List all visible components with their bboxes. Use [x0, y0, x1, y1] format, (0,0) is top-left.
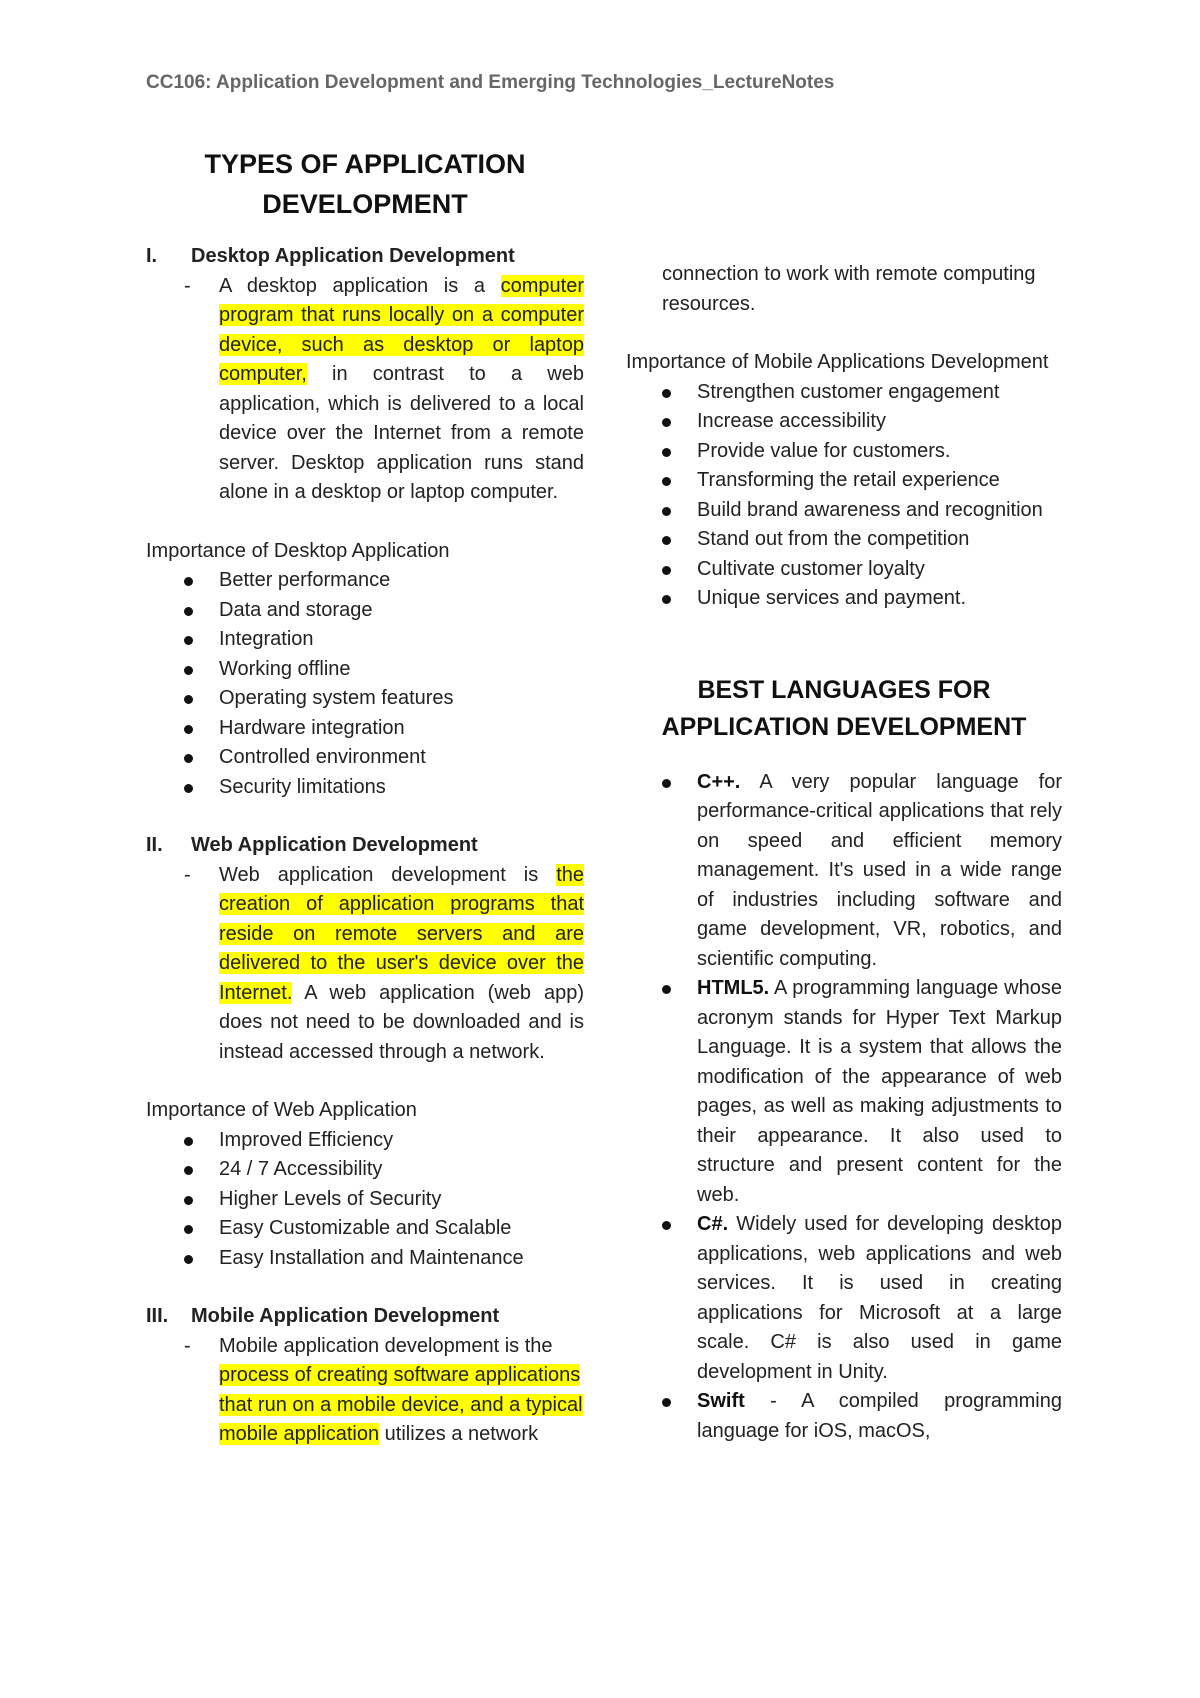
left-column	[146, 144, 584, 1450]
paragraph: Mobile application development is the process of creating software applications that run on a mobile device, and a typical mobile application utilizes a network	[219, 1334, 583, 1445]
list-item: Higher Levels of Security	[184, 1185, 584, 1215]
bullet-icon	[184, 1155, 219, 1185]
list-item: Stand out from the competition	[662, 525, 1062, 555]
mobile-definition	[184, 1332, 584, 1450]
bullet-icon	[662, 974, 697, 1210]
language-name: HTML5.	[697, 977, 770, 999]
bullet-icon	[184, 1214, 219, 1244]
paragraph: Web application development is the creation of application programs that reside on remote servers and are delivered to the user's device over the Internet. A web application (web app) does not need to be downloaded and is instead accessed through a network.	[219, 863, 584, 1063]
importance-title-desktop: Importance of Desktop Application	[146, 539, 450, 562]
bullet-icon	[662, 437, 697, 467]
highlighted-text: computer program that runs locally on a computer device, such as desktop or laptop computer,	[219, 274, 584, 385]
bullet-icon	[662, 584, 697, 614]
list-item: Security limitations	[184, 773, 584, 803]
desktop-importance-list	[146, 566, 584, 802]
paragraph: A desktop application is a computer program that runs locally on a computer device, such as desktop or laptop computer, in contrast to a web application, which is delivered to a local device over the Internet from a remote server. Desktop application runs stand alone in a desktop or laptop computer.	[219, 274, 584, 503]
bullet-icon	[184, 1126, 219, 1156]
dash-marker: -	[184, 863, 191, 886]
list-item: Data and storage	[184, 596, 584, 626]
bullet-icon	[662, 407, 697, 437]
list-item: Easy Installation and Maintenance	[184, 1244, 584, 1274]
section-number: III.	[146, 1305, 169, 1327]
bullet-icon	[662, 496, 697, 526]
mobile-importance-list	[626, 378, 1062, 614]
list-item: Transforming the retail experience	[662, 466, 1062, 496]
right-column	[626, 260, 1062, 1446]
language-description: A programming language whose acronym stands for Hyper Text Markup Language. It is a system that allows the modification of the appearance of web pages, as well as making adjustments to their appearance. It also used to structure and present content for the web.	[697, 977, 1062, 1206]
language-description: Widely used for developing desktop applications, web applications and web services. It is used in creating applications for Microsoft at a large scale. C# is also used in game development in Unity.	[697, 1213, 1062, 1383]
list-item: Cultivate customer loyalty	[662, 555, 1062, 585]
mobile-definition-continued: connection to work with remote computing resources.	[662, 263, 1036, 315]
bullet-icon	[184, 655, 219, 685]
language-name: C#.	[697, 1213, 729, 1235]
bullet-icon	[662, 1210, 697, 1387]
web-definition	[184, 861, 584, 1068]
section-number: II.	[146, 834, 163, 856]
list-item: Strengthen customer engagement	[662, 378, 1062, 408]
list-item: Controlled environment	[184, 743, 584, 773]
bullet-icon	[184, 1244, 219, 1274]
list-item: Operating system features	[184, 684, 584, 714]
list-item: Better performance	[184, 566, 584, 596]
section-heading-web	[146, 831, 584, 861]
bullet-icon	[184, 684, 219, 714]
web-importance-list	[146, 1126, 584, 1274]
language-item	[662, 768, 1062, 975]
desktop-definition	[184, 272, 584, 508]
dash-marker: -	[184, 274, 191, 297]
section-title: Desktop Application Development	[191, 245, 515, 267]
list-item: Integration	[184, 625, 584, 655]
bullet-icon	[662, 466, 697, 496]
section-heading-mobile	[146, 1302, 584, 1332]
list-item: Build brand awareness and recognition	[662, 496, 1062, 526]
bullet-icon	[184, 1185, 219, 1215]
document-header: CC106: Application Development and Emerging Technologies_LectureNotes	[146, 72, 835, 93]
bullet-icon	[184, 743, 219, 773]
highlighted-text: process of creating software applications that run on a mobile device, and a typical mobile application	[219, 1364, 583, 1445]
page-title: TYPES OF APPLICATION DEVELOPMENT	[204, 149, 526, 219]
section-title: Web Application Development	[191, 834, 478, 856]
bullet-icon	[662, 555, 697, 585]
list-item: Easy Customizable and Scalable	[184, 1214, 584, 1244]
bullet-icon	[662, 378, 697, 408]
bullet-icon	[184, 566, 219, 596]
list-item: Increase accessibility	[662, 407, 1062, 437]
language-item	[662, 1387, 1062, 1446]
section-number: I.	[146, 245, 158, 267]
list-item: Improved Efficiency	[184, 1126, 584, 1156]
languages-title: BEST LANGUAGES FOR APPLICATION DEVELOPMENT	[661, 675, 1027, 741]
language-name: Swift	[697, 1390, 745, 1412]
importance-title-mobile: Importance of Mobile Applications Development	[626, 351, 1049, 373]
list-item: Hardware integration	[184, 714, 584, 744]
language-description: - A compiled programming language for iOS, macOS,	[697, 1390, 1062, 1442]
bullet-icon	[184, 596, 219, 626]
list-item: Provide value for customers.	[662, 437, 1062, 467]
bullet-icon	[184, 714, 219, 744]
bullet-icon	[184, 773, 219, 803]
languages-list	[626, 768, 1062, 1447]
bullet-icon	[184, 625, 219, 655]
list-item: Working offline	[184, 655, 584, 685]
highlighted-text: the creation of application programs that reside on remote servers and are delivered to the user's device over the Internet.	[219, 863, 584, 1004]
language-item	[662, 974, 1062, 1210]
section-heading-desktop	[146, 242, 584, 272]
language-item	[662, 1210, 1062, 1387]
language-description: A very popular language for performance-critical applications that rely on speed and efficient memory management. It's used in a wide range of industries including software and game development, VR, robotics, and scientific computing.	[697, 770, 1062, 970]
bullet-icon	[662, 525, 697, 555]
bullet-icon	[662, 1387, 697, 1446]
list-item: Unique services and payment.	[662, 584, 1062, 614]
section-title: Mobile Application Development	[191, 1305, 500, 1327]
language-name: C++.	[697, 770, 741, 793]
dash-marker: -	[184, 1334, 191, 1357]
importance-title-web: Importance of Web Application	[146, 1099, 417, 1121]
list-item: 24 / 7 Accessibility	[184, 1155, 584, 1185]
bullet-icon	[662, 768, 697, 975]
